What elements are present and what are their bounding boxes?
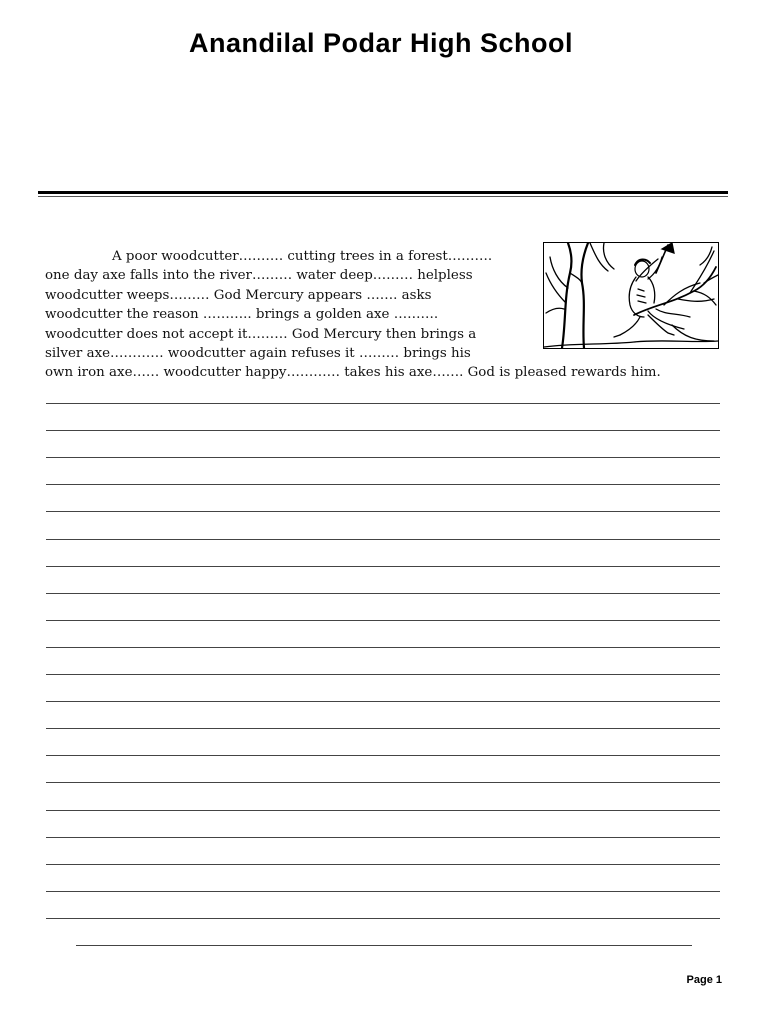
- answer-line[interactable]: [76, 945, 692, 946]
- passage-line: silver axe………… woodcutter again refuses it ……… brings his: [45, 346, 471, 362]
- school-title: Anandilal Podar High School: [188, 28, 574, 58]
- answer-line[interactable]: [46, 620, 720, 621]
- answer-line[interactable]: [46, 457, 720, 458]
- answer-line[interactable]: [46, 566, 720, 567]
- passage-line: woodcutter the reason ……….. brings a golden axe ……….: [45, 307, 439, 323]
- passage-line: own iron axe…… woodcutter happy………… takes his axe……. God is pleased rewards him.: [45, 365, 661, 381]
- answer-line[interactable]: [46, 539, 720, 540]
- answer-line[interactable]: [46, 837, 720, 838]
- answer-line[interactable]: [46, 864, 720, 865]
- answer-line[interactable]: [46, 810, 720, 811]
- answer-line[interactable]: [46, 755, 720, 756]
- answer-line[interactable]: [46, 403, 720, 404]
- answer-line[interactable]: [46, 484, 720, 485]
- header-divider-thick: [38, 191, 728, 194]
- answer-line[interactable]: [46, 918, 720, 919]
- woodcutter-illustration: [543, 242, 719, 349]
- passage-line: one day axe falls into the river……… water deep……… helpless: [45, 268, 473, 284]
- answer-line[interactable]: [46, 593, 720, 594]
- answer-line[interactable]: [46, 511, 720, 512]
- answer-line[interactable]: [46, 674, 720, 675]
- woodcutter-with-axe-illustration-icon: [544, 243, 718, 348]
- answer-line[interactable]: [46, 891, 720, 892]
- answer-line[interactable]: [46, 701, 720, 702]
- answer-line[interactable]: [46, 728, 720, 729]
- answer-line[interactable]: [46, 430, 720, 431]
- answer-line[interactable]: [46, 647, 720, 648]
- passage-line: A poor woodcutter………. cutting trees in a forest……….: [112, 249, 493, 264]
- passage-line: woodcutter weeps……… God Mercury appears ……. asks: [45, 287, 432, 303]
- passage-line: woodcutter does not accept it……… God Mercury then brings a: [45, 326, 477, 342]
- answer-line[interactable]: [46, 782, 720, 783]
- header-divider-thin: [38, 196, 728, 197]
- page-number: Page 1: [686, 974, 722, 986]
